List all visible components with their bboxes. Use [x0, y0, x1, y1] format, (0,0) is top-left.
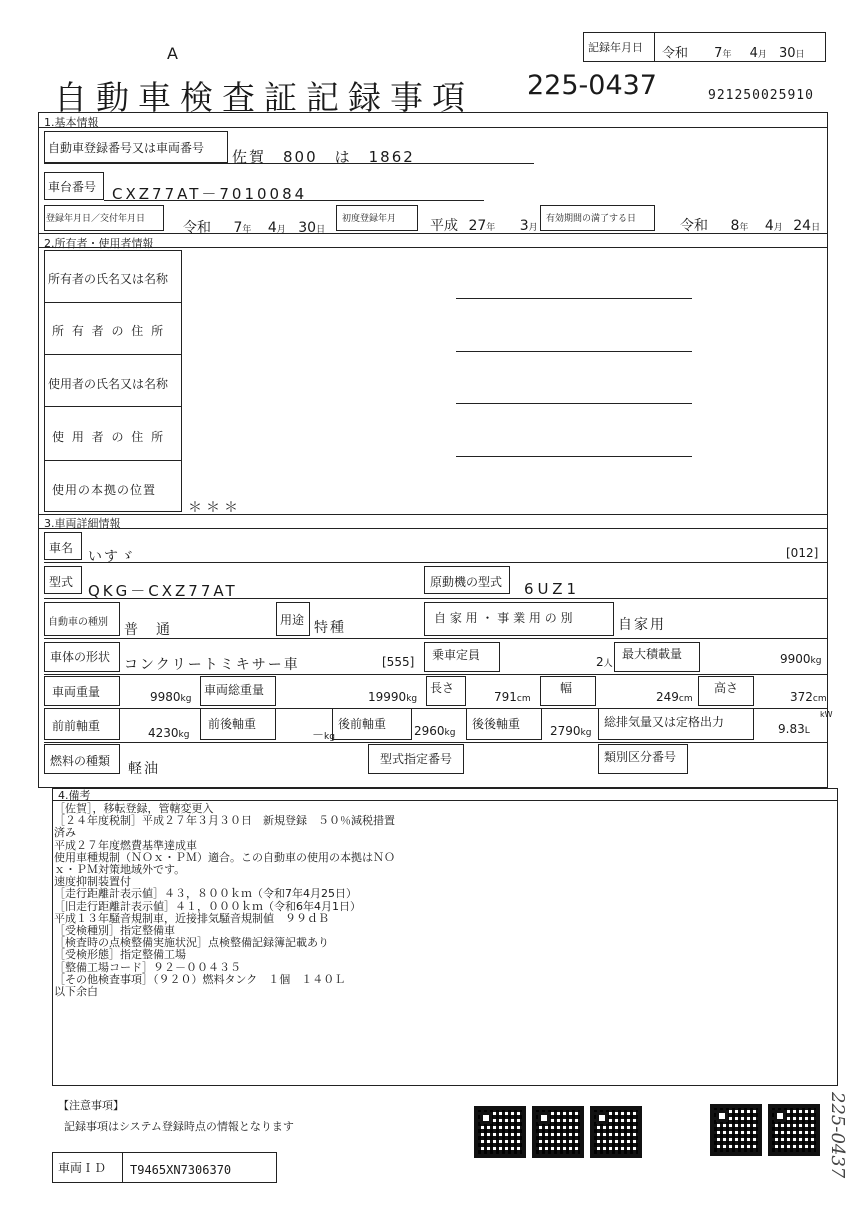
first-reg-label: 初度登録年月	[342, 214, 397, 224]
notice-title: 【注意事項】	[58, 1099, 124, 1112]
name-label: 車名	[49, 541, 74, 555]
disp-label: 総排気量又は定格出力	[604, 715, 725, 729]
expiry-label: 有効期間の満了する日	[546, 214, 637, 224]
issue-label: 登録年月日／交付年月日	[46, 214, 146, 224]
remark-line: ［整備工場コード］９２－００４３５	[54, 960, 241, 974]
kind-value: 普 通	[124, 622, 172, 638]
remark-line: ［走行距離計表示値］４３，８００ｋｍ（令和7年4月25日）	[54, 887, 357, 901]
use-label: 用途	[280, 613, 305, 627]
use-value: 特種	[314, 620, 346, 636]
fr-label: 前後軸重	[208, 717, 257, 731]
maxload-value: 9900kg	[780, 652, 822, 666]
name-value: いすゞ	[88, 549, 136, 565]
remark-line: ［佐賀］，移転登録，管轄変更入	[54, 802, 214, 815]
cap-value: 2人	[596, 655, 613, 669]
qr-code-2	[532, 1106, 584, 1158]
model-label: 型式	[49, 575, 74, 589]
kind-label: 自動車の種別	[48, 617, 108, 628]
remark-line: ［その他検査事項］（９２０）燃料タンク １個 １４０Ｌ	[54, 972, 346, 986]
sec1-title: 1.基本情報	[44, 116, 99, 129]
sec2-title: 2.所有者・使用者情報	[44, 237, 154, 250]
sec3-title: 3.車両詳細情報	[44, 517, 121, 530]
remark-line: ［受検形態］指定整備工場	[54, 948, 186, 962]
record-date-label: 記録年月日	[588, 41, 643, 54]
length-label: 長さ	[430, 681, 455, 695]
expiry-date: 令和 8年 4月 24日	[680, 218, 821, 234]
owner-addr-label: 所 有 者 の 住 所	[52, 324, 166, 338]
first-reg-date: 平成 27年 3月	[430, 218, 538, 234]
qr-code-5	[768, 1104, 820, 1156]
model-value: QKG－CXZ77AT	[88, 582, 238, 600]
engine-label: 原動機の型式	[430, 575, 503, 589]
remark-line: 平成２７年度燃費基準達成車	[54, 838, 197, 852]
remark-line: ［検査時の点検整備実施状況］点検整備記録簿記載あり	[54, 936, 329, 950]
qr-code-1	[474, 1106, 526, 1158]
vehicle-id-label: 車両ＩＤ	[58, 1161, 107, 1175]
qr-code-3	[590, 1106, 642, 1158]
base-value: ＊＊＊	[188, 500, 242, 516]
user-addr-label: 使 用 者 の 住 所	[52, 430, 166, 444]
remarks-text	[54, 803, 395, 998]
rr-value: 2790kg	[550, 724, 592, 738]
remark-line: ［旧走行距離計表示値］４１，０００ｋｍ（令和6年4月1日）	[54, 899, 361, 913]
notice-text: 記録事項はシステム登録時点の情報となります	[64, 1120, 294, 1133]
remark-line: ｘ・ＰＭ対策地域外です。	[54, 863, 186, 877]
rf-value: 2960kg	[414, 724, 456, 738]
body-code: [555]	[382, 655, 415, 669]
serial-number: 921250025910	[708, 88, 814, 103]
rr-label: 後後軸重	[472, 717, 521, 731]
fuel-label: 燃料の種類	[50, 754, 111, 768]
remark-line: 平成１３年騒音規制車，近接排気騒音規制値 ９９ｄＢ	[54, 911, 329, 925]
disp-value: kW $9.83_L$	[778, 710, 833, 736]
vehicle-id-value: T9465XN7306370	[130, 1163, 232, 1177]
weight-value: 9980kg	[150, 690, 192, 704]
width-label: 幅	[560, 681, 573, 695]
length-value: 791cm	[494, 690, 531, 704]
name-code: [012]	[786, 546, 819, 560]
private-value: 自家用	[618, 617, 666, 633]
chassis-value: CXZ77AT－7010084	[112, 185, 308, 203]
remark-line: 速度抑制装置付	[54, 875, 131, 889]
type-approval-label: 型式指定番号	[380, 752, 453, 766]
height-label: 高さ	[714, 681, 739, 695]
base-label: 使用の本拠の位置	[52, 483, 157, 497]
remark-line: ［受検種別］指定整備車	[54, 924, 175, 938]
cap-label: 乗車定員	[432, 648, 481, 662]
chassis-label: 車台番号	[48, 180, 97, 194]
fuel-value: 軽油	[128, 761, 160, 777]
class-label: 類別区分番号	[604, 750, 677, 764]
body-label: 車体の形状	[50, 650, 111, 664]
handwritten-number: 225-0437	[827, 1092, 848, 1179]
remark-line: 済み	[54, 826, 76, 840]
ff-label: 前前軸重	[52, 719, 101, 733]
gross-value: 19990kg	[368, 690, 418, 704]
remark-line: 使用車種規制（ＮＯｘ・ＰＭ）適合。この自動車の使用の本拠はＮＯ	[54, 850, 395, 864]
owner-name-label: 所有者の氏名又は名称	[48, 272, 169, 286]
remark-line: ［２４年度税制］平成２７年３月３０日 新規登録 ５０％減税措置	[54, 814, 395, 828]
rf-label: 後前軸重	[338, 717, 387, 731]
issue-date: 令和 7年 4月 30日	[183, 220, 326, 236]
gross-label: 車両総重量	[204, 683, 265, 697]
weight-label: 車両重量	[52, 685, 101, 699]
user-name-label: 使用者の氏名又は名称	[48, 377, 169, 391]
fr-value: －kg	[312, 728, 335, 742]
reg-no-label: 自動車登録番号又は車両番号	[48, 141, 205, 155]
ff-value: 4230kg	[148, 726, 190, 740]
page-title: 自動車検査証記録事項	[54, 78, 474, 117]
height-value: 372cm	[790, 690, 827, 704]
body-value: コンクリートミキサー車	[124, 657, 300, 673]
maxload-label: 最大積載量	[622, 647, 683, 661]
reg-no-value: 佐賀 800 は 1862	[232, 148, 415, 166]
width-value: 249cm	[656, 690, 693, 704]
doc-number: 225-0437	[527, 70, 657, 101]
corner-mark: A	[167, 44, 178, 63]
remark-line: 以下余白	[54, 985, 98, 999]
engine-value: 6UZ1	[524, 580, 581, 598]
sec4-title: 4.備考	[58, 789, 91, 802]
private-label: 自 家 用 ・ 事 業 用 の 別	[434, 611, 573, 625]
record-date: 令和 7年 4月 30日	[662, 46, 805, 61]
qr-code-4	[710, 1104, 762, 1156]
